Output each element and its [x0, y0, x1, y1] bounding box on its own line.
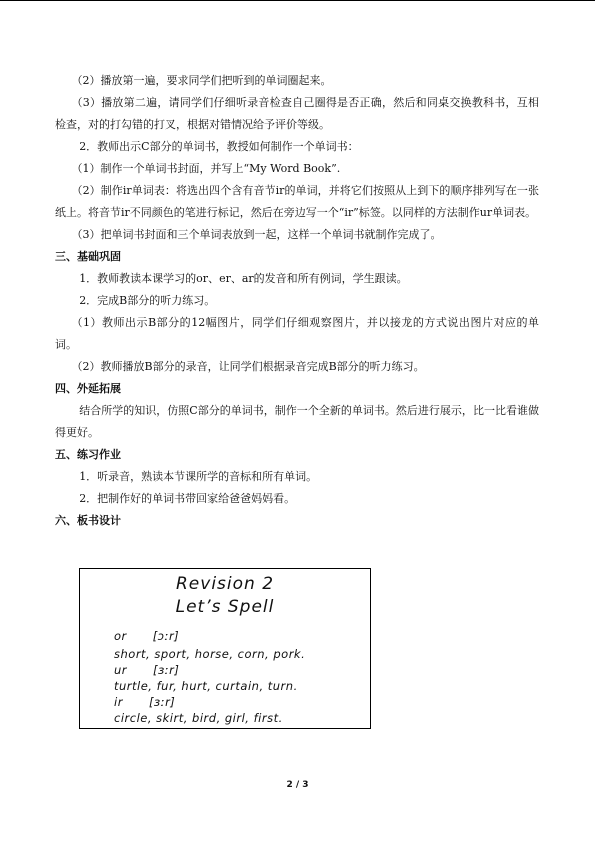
board-words: turtle, fur, hurt, curtain, turn.	[114, 679, 298, 693]
paragraph: 2．把制作好的单词书带回家给爸爸妈妈看。	[79, 492, 296, 505]
section-heading: 六、板书设计	[55, 514, 121, 527]
board-spelling-row	[114, 629, 179, 643]
paragraph: （2）教师播放B部分的录音，让同学们根据录音完成B部分的听力练习。	[71, 360, 425, 373]
board-phonetic: [ɜːr]	[153, 663, 180, 677]
document-body	[55, 70, 539, 532]
board-title: Revision 2	[175, 574, 275, 594]
paragraph: （1）制作一个单词书封面，并写上“My Word Book”.	[71, 162, 341, 175]
board-phonetic: [ɔːr]	[152, 629, 180, 643]
paragraph: （3）把单词书封面和三个单词表放到一起，这样一个单词书就制作完成了。	[71, 228, 442, 241]
section-heading: 五、练习作业	[55, 448, 121, 461]
blackboard-design	[79, 568, 371, 729]
paragraph: 2．教师出示C部分的单词书，教授如何制作一个单词书：	[79, 140, 359, 153]
top-rule	[0, 0, 595, 1]
board-words: short, sport, horse, corn, pork.	[114, 647, 306, 661]
board-phonetic: [ɜːr]	[148, 695, 176, 709]
board-spelling-row	[114, 695, 175, 709]
board-spelling: ur	[114, 663, 128, 677]
board-spelling-row	[114, 663, 179, 677]
paragraph: （1）教师出示B部分的12幅图片，同学们仔细观察图片，并以接龙的方式说出图片对应的单词。	[55, 316, 539, 351]
paragraph: 1．教师教读本课学习的or、er、ar的发音和所有例词，学生跟读。	[79, 272, 408, 285]
paragraph: 2．完成B部分的听力练习。	[79, 294, 216, 307]
board-words: circle, skirt, bird, girl, first.	[114, 711, 283, 725]
board-spelling: or	[114, 629, 127, 643]
board-subtitle: Let’s Spell	[175, 597, 275, 617]
section-heading: 三、基础巩固	[55, 250, 121, 263]
paragraph: （2）播放第一遍，要求同学们把听到的单词圈起来。	[71, 74, 332, 87]
paragraph: （2）制作ir单词表：将选出四个含有音节ir的单词，并将它们按照从上到下的顺序排列写在一张纸上。将音节ir不同颜色的笔进行标记，然后在旁边写一个“ir”标签。以同样的方法制作ur单词表。	[55, 184, 539, 219]
paragraph: 结合所学的知识，仿照C部分的单词书，制作一个全新的单词书。然后进行展示，比一比看谁做得更好。	[55, 404, 539, 439]
paragraph: （3）播放第二遍，请同学们仔细听录音检查自己圈得是否正确，然后和同桌交换教科书，互相检查，对的打勾错的打叉，根据对错情况给予评价等级。	[55, 96, 539, 131]
board-spelling: ir	[114, 695, 123, 709]
paragraph: 1．听录音，熟读本节课所学的音标和所有单词。	[79, 470, 318, 483]
section-heading: 四、外延拓展	[55, 382, 121, 395]
page-number: 2 / 3	[286, 780, 309, 790]
